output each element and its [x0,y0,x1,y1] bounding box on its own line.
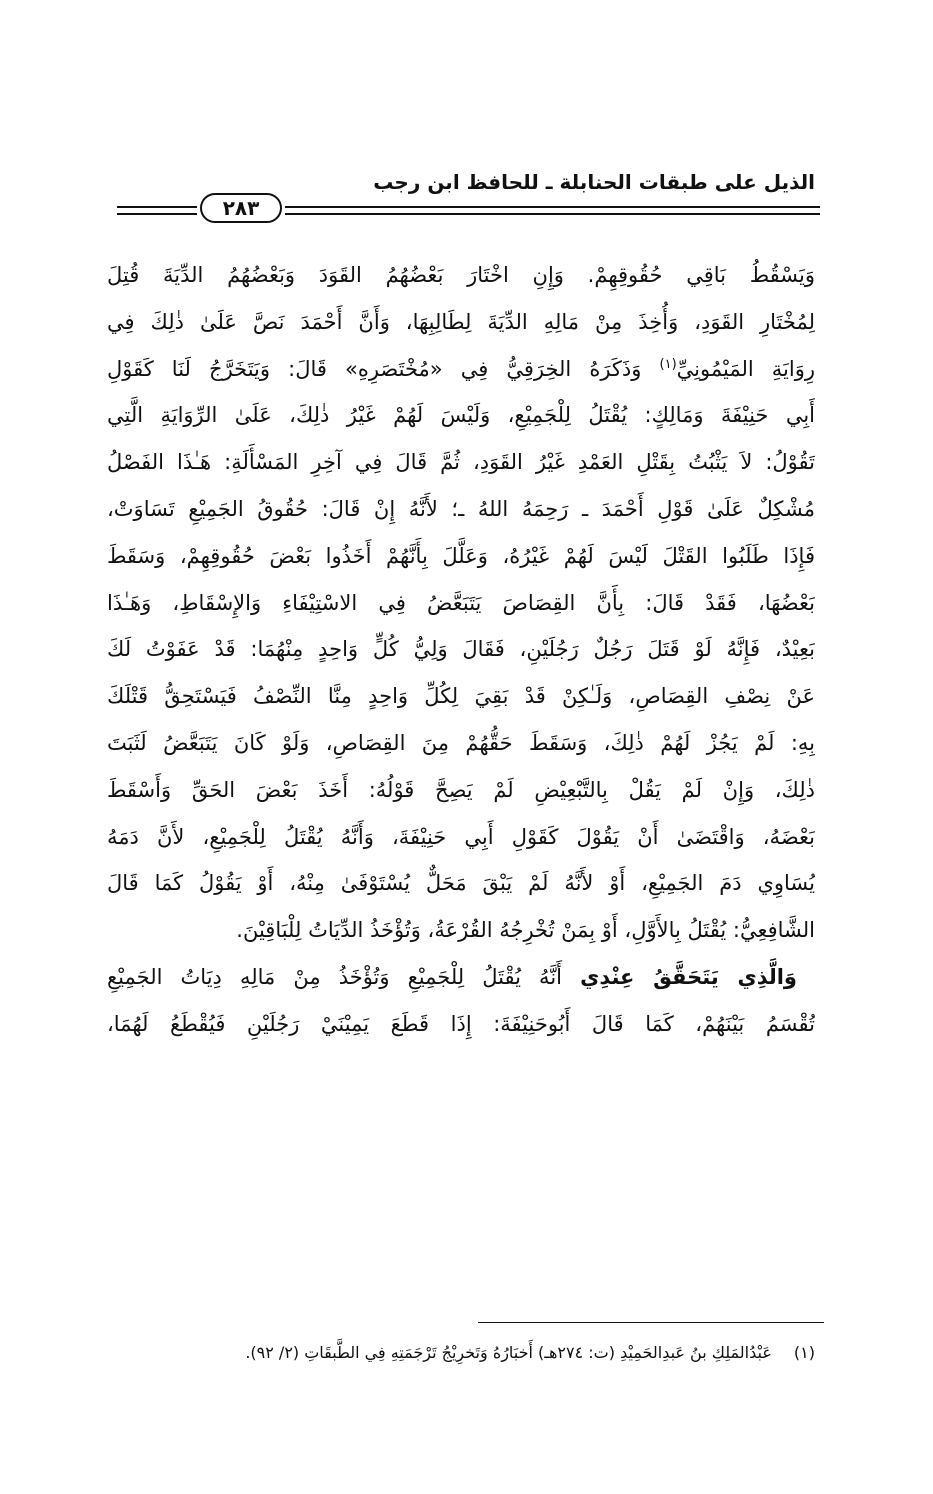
text-line-7: فَإِذَا طَلَبُوا القَتْلَ لَيْسَ لَهُمْ غَيْرُهُ، وَعَلَّلَ بِأَنَّهُمْ أَخَذُوا بَعْضَ حُقُوقِهِمْ، وَسَقَطَ [107,543,815,568]
text-line-3 [107,346,815,393]
text-line-16-rest: أَنَّهُ يُقْتَلُ لِلْجَمِيْعِ وَتُؤْخَذُ مِنْ مَالِهِ دِيَاتُ الجَمِيْعِ [107,964,562,989]
footnote-text: عَبْدُالمَلِكِ بنُ عَبدِالحَمِيْدِ (ت: ٢٧٤هـ) أَخبَارُهُ وَتَخرِيْجُ تَرْجَمَتِهِ فِي الطَّبقَاتِ (٢/ ٩٢). [245,1343,772,1362]
paragraph-lead: وَالَّذِي يَتَحَقَّقُ عِنْدِي [580,964,797,989]
text-line-1: وَيَسْقُطُ بَاقِي حُقُوقِهِمْ. وَإِنِ اخْتَارَ بَعْضُهُمُ القَوَدَ وَبَعْضُهُمُ الدِّيَةَ قُتِلَ [107,263,815,287]
text-line-13: بَعْضَهُ، وَاقْتَضَىٰ أَنْ يَقُوْلَ كَقَوْلِ أَبِي حَنِيْفَةَ، وَأَنَّهُ يُقْتَلُ لِلْجَمِيْعِ، لأَنَّ دَمَهُ [107,824,815,849]
footnote-number: (١) [793,1343,815,1362]
text-line-5: تَقُوْلُ: لاَ يَثْبُتُ بِقَتْلِ العَمْدِ غَيْرُ القَوَدِ، ثُمَّ قَالَ فِي آخِرِ المَسْأَلَةِ: هَـٰذَا الفَصْلُ [107,450,815,475]
page-number: ٢٨٣ [200,193,282,223]
text-line-2: لِمُخْتَارِ القَوَدِ، وَأُخِذَ مِنْ مَالِهِ الدِّيَةَ لِطَالِبِهَا، وَأَنَّ أَحْمَدَ نَصَّ عَلَىٰ ذٰلِكَ فِي [107,309,815,334]
text-line-10: عَنْ نِصْفِ القِصَاصِ، وَلَـٰكِنْ قَدْ بَقِيَ لِكُلِّ وَاحِدٍ مِنَّا النِّصْفُ فَيَسْتَحِقُّ قَتْلَكَ [107,684,815,709]
text-line-3-end: وَذَكَرَهُ الخِرَقِيُّ فِي «مُخْتَصَرِهِ» قَالَ: وَيَتَخَرَّجُ لَنَا كَقَوْلِ [107,356,642,381]
text-line-8: بَعْضُهَا، فَقَدْ قَالَ: بِأَنَّ القِصَاصَ يَتَبَعَّضُ فِي الاسْتِيْفَاءِ وَالإِسْقَاطِ، وَهَـٰذَا [107,590,815,615]
text-line-3-start: رِوَايَةِ المَيْمُونِيِّ [676,356,815,381]
footnote-reference: (١) [659,356,677,372]
text-line-16 [107,954,815,1001]
header-rule-left [117,206,197,215]
text-line-6: مُشْكِلٌ عَلَىٰ قَوْلِ أَحْمَدَ ـ رَحِمَهُ اللهُ ـ؛ لأَنَّهُ إِنْ قَالَ: حُقُوقُ الجَمِيْعِ تَسَاوَتْ، [107,496,815,521]
text-line-4: أَبِي حَنِيْفَةَ وَمَالِكٍ: يُقْتَلُ لِلْجَمِيْعِ، وَلَيْسَ لَهُمْ غَيْرُ ذٰلِكَ، عَلَىٰ الرِّوَايَةِ الَّتِي [107,403,815,428]
body-text [107,252,815,1048]
text-line-14: يُسَاوِي دَمَ الجَمِيْعِ، أَوْ لأَنَّهُ لَمْ يَبْقَ مَحَلٌّ يُسْتَوْفَىٰ مِنْهُ، أَوْ يَقُوْلُ كَمَا قَالَ [107,871,815,896]
text-line-15: الشَّافِعِيُّ: يُقْتَلُ بِالأَوَّلِ، أَوْ بِمَنْ تُخْرِجُهُ القُرْعَةُ، وَتُؤْخَذُ الدِّيَاتُ لِلْبَاقِيْنَ. [236,918,815,943]
header-rule-right [285,206,820,215]
text-line-12: ذٰلِكَ، وَإِنْ لَمْ يَقُلْ بِالتَّبْعِيْضِ لَمْ يَصِحَّ قَوْلُهُ: أَخَذَ بَعْضَ الحَقِّ وَأَسْقَطَ [107,777,815,802]
text-line-11: بِهِ: لَمْ يَجُزْ لَهُمْ ذٰلِكَ، وَسَقَطَ حَقُّهُمْ مِنَ القِصَاصِ، وَلَوْ كَانَ يَتَبَعَّضُ لَثَبَتَ [107,730,815,755]
footnote [107,1338,815,1368]
text-line-17: تُقْسَمُ بَيْنَهُمْ، كَمَا قَالَ أَبُوحَنِيْفَةَ: إِذَا قَطَعَ يَمِيْنَيْ رَجُلَيْنِ فَيُقْطَعُ لَهُمَا، [107,1011,815,1036]
running-header: الذيل على طبقات الحنابلة ـ للحافظ ابن رجب [373,170,815,194]
text-line-9: بَعِيْدٌ، فَإِنَّهُ لَوْ قَتَلَ رَجُلٌ رَجُلَيْنِ، فَقَالَ وَلِيُّ كُلٍّ وَاحِدٍ مِنْهُمَا: قَدْ عَفَوْتُ لَكَ [107,637,815,662]
footnote-separator [478,1322,824,1323]
